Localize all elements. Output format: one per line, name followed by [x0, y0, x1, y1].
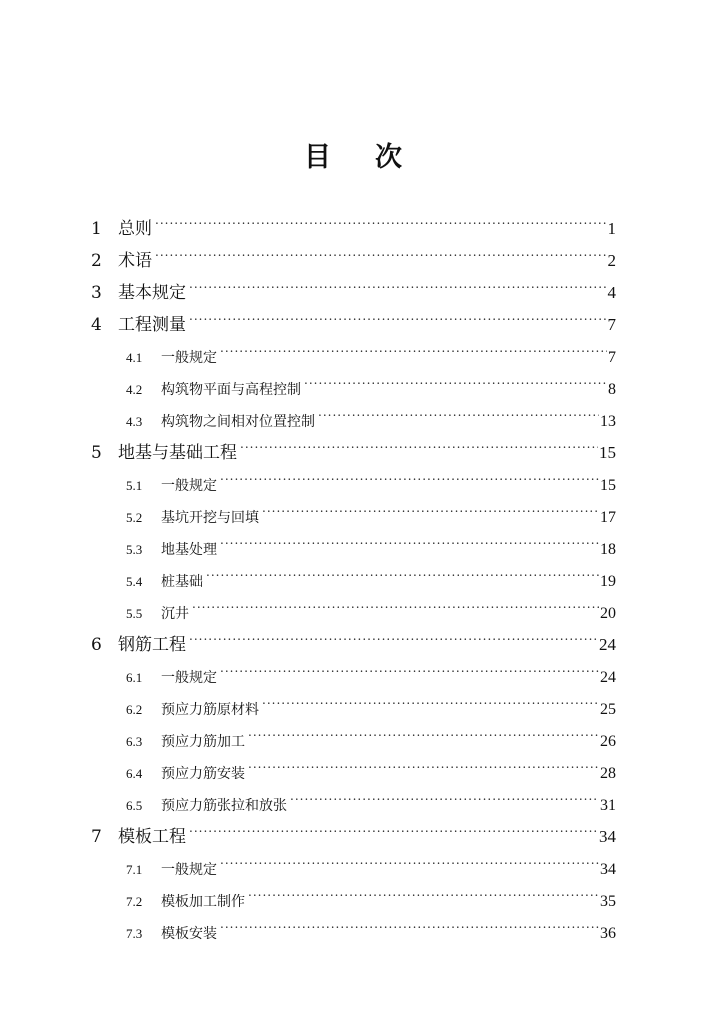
toc-entry-number: 5.4	[126, 574, 143, 589]
toc-section-entry[interactable]	[126, 362, 616, 398]
toc-entry-page: 20	[600, 605, 616, 622]
toc-dot-leader	[248, 714, 599, 746]
toc-dot-leader	[220, 458, 599, 490]
toc-entry-label: 模板加工制作	[161, 894, 245, 910]
toc-entry-number: 2	[91, 251, 102, 271]
toc-entry-number: 6.2	[126, 702, 143, 717]
toc-entry-number: 3	[91, 283, 102, 303]
toc-entry-label: 基本规定	[118, 283, 186, 303]
toc-dot-leader	[248, 746, 599, 778]
toc-entry-page: 28	[600, 765, 616, 782]
toc-entry-label: 构筑物之间相对位置控制	[161, 414, 315, 430]
toc-entry-page: 7	[607, 315, 616, 334]
toc-entry-page: 15	[599, 443, 616, 462]
title-char-left: 目	[304, 142, 331, 173]
toc-dot-leader	[220, 330, 607, 362]
toc-entry-page: 19	[600, 573, 616, 590]
toc-entry-label: 预应力筋张拉和放张	[161, 798, 287, 814]
toc-section-entry[interactable]	[126, 842, 616, 878]
toc-entry-label: 预应力筋加工	[161, 734, 245, 750]
toc-dot-leader	[155, 234, 607, 266]
toc-entry-page: 34	[600, 861, 616, 878]
toc-dot-leader	[189, 810, 598, 842]
toc-entry-label: 桩基础	[161, 574, 203, 590]
toc-entry-number: 5.1	[126, 478, 143, 493]
toc-entry-page: 34	[599, 827, 616, 846]
toc-section-entry[interactable]	[126, 906, 616, 942]
toc-section-entry[interactable]	[126, 586, 616, 622]
toc-dot-leader	[304, 362, 607, 394]
toc-entry-label: 工程测量	[118, 315, 186, 335]
toc-entry-number: 7.3	[126, 926, 143, 941]
toc-entry-number: 4.1	[126, 350, 143, 365]
toc-entry-label: 一般规定	[161, 478, 217, 494]
toc-section-entry[interactable]	[126, 778, 616, 814]
toc-entry-label: 基坑开挖与回填	[161, 510, 259, 526]
toc-entry-label: 地基与基础工程	[118, 443, 237, 463]
toc-entry-number: 4	[91, 315, 102, 335]
toc-entry-label: 钢筋工程	[118, 635, 186, 655]
toc-entry-number: 7.2	[126, 894, 143, 909]
toc-chapter-entry[interactable]	[91, 266, 616, 303]
toc-section-entry[interactable]	[126, 458, 616, 494]
toc-entry-number: 5.5	[126, 606, 143, 621]
toc-dot-leader	[220, 842, 599, 874]
toc-entry-page: 17	[600, 509, 616, 526]
toc-dot-leader	[318, 394, 599, 426]
toc-dot-leader	[189, 618, 598, 650]
toc-entry-label: 模板安装	[161, 926, 217, 942]
toc-entry-page: 24	[599, 635, 616, 654]
toc-entry-number: 6.3	[126, 734, 143, 749]
toc-entry-label: 模板工程	[118, 827, 186, 847]
toc-entry-number: 6.5	[126, 798, 143, 813]
toc-entry-label: 预应力筋原材料	[161, 702, 259, 718]
toc-section-entry[interactable]	[126, 714, 616, 750]
toc-entry-number: 7	[91, 827, 102, 847]
toc-entry-page: 4	[607, 283, 616, 302]
toc-section-entry[interactable]	[126, 682, 616, 718]
toc-entry-label: 构筑物平面与高程控制	[161, 382, 301, 398]
toc-entry-page: 1	[607, 219, 616, 238]
toc-section-entry[interactable]	[126, 746, 616, 782]
toc-chapter-entry[interactable]	[91, 810, 616, 847]
toc-section-entry[interactable]	[126, 330, 616, 366]
toc-entry-label: 一般规定	[161, 670, 217, 686]
toc-section-entry[interactable]	[126, 554, 616, 590]
toc-dot-leader	[155, 202, 607, 234]
toc-dot-leader	[262, 490, 599, 522]
toc-entry-number: 5.3	[126, 542, 143, 557]
toc-section-entry[interactable]	[126, 394, 616, 430]
toc-entry-page: 13	[600, 413, 616, 430]
toc-entry-label: 一般规定	[161, 350, 217, 366]
toc-dot-leader	[206, 554, 599, 586]
toc-entry-number: 5	[91, 443, 102, 463]
toc-entry-number: 6.1	[126, 670, 143, 685]
toc-entry-page: 18	[600, 541, 616, 558]
toc-dot-leader	[192, 586, 599, 618]
title-char-right: 次	[375, 142, 402, 173]
toc-chapter-entry[interactable]	[91, 298, 616, 335]
toc-section-entry[interactable]	[126, 874, 616, 910]
toc-entry-page: 8	[608, 381, 616, 398]
toc-entry-label: 术语	[118, 251, 152, 271]
toc-entry-label: 一般规定	[161, 862, 217, 878]
toc-dot-leader	[240, 426, 598, 458]
toc-entry-page: 35	[600, 893, 616, 910]
toc-entry-number: 4.2	[126, 382, 143, 397]
toc-dot-leader	[290, 778, 599, 810]
toc-entry-number: 1	[91, 219, 102, 239]
toc-chapter-entry[interactable]	[91, 202, 616, 239]
toc-dot-leader	[220, 650, 599, 682]
toc-entry-page: 15	[600, 477, 616, 494]
toc-entry-page: 2	[607, 251, 616, 270]
toc-entry-number: 6.4	[126, 766, 143, 781]
toc-entry-label: 地基处理	[161, 542, 217, 558]
toc-entry-page: 24	[600, 669, 616, 686]
toc-entry-number: 7.1	[126, 862, 143, 877]
page-title	[0, 138, 706, 178]
toc-section-entry[interactable]	[126, 650, 616, 686]
toc-entry-number: 4.3	[126, 414, 143, 429]
toc-dot-leader	[220, 522, 599, 554]
toc-section-entry[interactable]	[126, 490, 616, 526]
toc-entry-label: 总则	[118, 219, 152, 239]
toc-dot-leader	[189, 266, 607, 298]
toc-entry-label: 沉井	[161, 606, 189, 622]
toc-dot-leader	[262, 682, 599, 714]
toc-entry-page: 31	[600, 797, 616, 814]
toc-chapter-entry[interactable]	[91, 234, 616, 271]
toc-dot-leader	[248, 874, 599, 906]
toc-entry-number: 5.2	[126, 510, 143, 525]
toc-entry-label: 预应力筋安装	[161, 766, 245, 782]
toc-entry-number: 6	[91, 635, 102, 655]
toc-dot-leader	[189, 298, 607, 330]
toc-entry-page: 25	[600, 701, 616, 718]
toc-dot-leader	[220, 906, 599, 938]
toc-entry-page: 7	[608, 349, 616, 366]
toc-entry-page: 26	[600, 733, 616, 750]
toc-section-entry[interactable]	[126, 522, 616, 558]
toc-entry-page: 36	[600, 925, 616, 942]
toc-chapter-entry[interactable]	[91, 618, 616, 655]
toc-chapter-entry[interactable]	[91, 426, 616, 463]
